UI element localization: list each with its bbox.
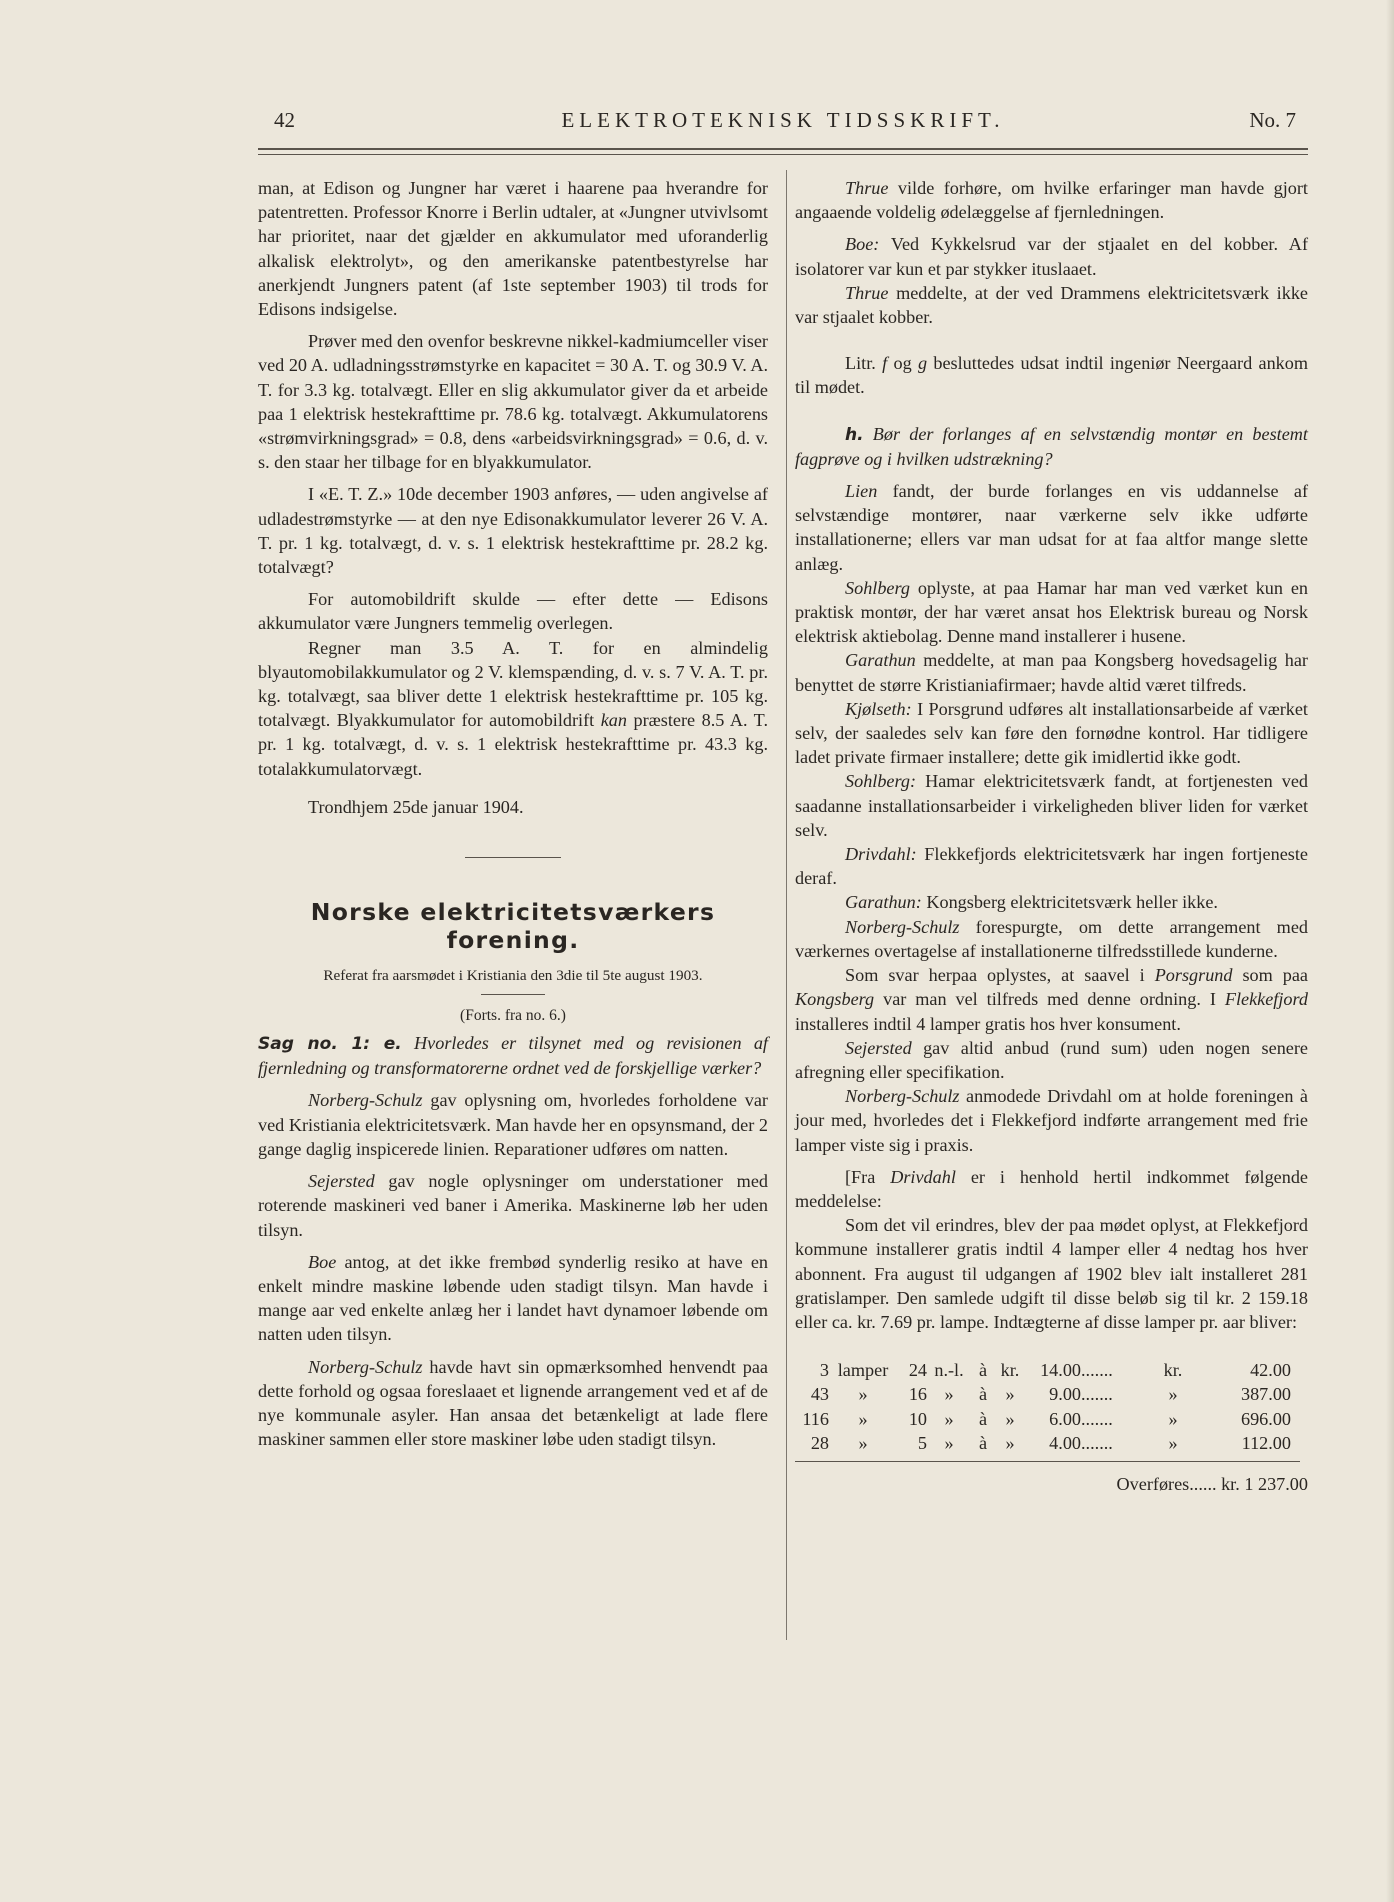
left-column <box>258 176 768 1451</box>
table-cell-kr: » <box>1005 1384 1015 1405</box>
item-letter: f <box>882 353 888 374</box>
speaker-name: Garathun: <box>845 892 922 913</box>
table-cell-unit: » <box>858 1432 868 1453</box>
paragraph: man, at Edison og Jungner har været i haarene paa hverandre for patentretten. Professor Knorre i Berlin udtaler, at «Jungner utvivlsomt har prioritet, naar det gjælder en akkumulator med uforanderlig alkalisk elektrolyt», og den amerikanske patentbestyrelse har anerkjendt Jungners patent (af 1ste september 1903) til trods for Edisons indsigelse. <box>258 178 768 320</box>
text-run: fandt, der burde forlanges en vis uddannelse af selvstændige montører, naar værkerne selv ikke udførte installationerne; ellers var man udsat for at faa altfor mange slette anlæg. <box>795 481 1308 574</box>
paragraph <box>795 1084 1308 1157</box>
paragraph <box>258 1355 768 1452</box>
page-header <box>258 108 1308 144</box>
speaker-name: Garathun <box>845 650 916 671</box>
journal-title: ELEKTROTEKNISK TIDSSKRIFT. <box>561 108 1005 132</box>
table-cell-a: à <box>978 1408 988 1429</box>
agenda-question: Bør der forlanges af en selvstændig montør en bestemt fagprøve og i hvilken udstrækning? <box>795 423 1308 469</box>
text-run: gav altid anbud (rund sum) uden nogen senere afregning eller specifikation. <box>795 1037 1308 1082</box>
text-run: oplyste, at paa Hamar har man ved værket kun en praktisk montør, der har været ansat hos Elektrisk bureau og Norsk elektrisk aktiebolag. Denne mand installerer i husene. <box>795 577 1308 647</box>
text-run: Litr. <box>845 353 883 374</box>
paragraph <box>795 1036 1308 1084</box>
agenda-question: Hvorledes er tilsynet med og revisionen af fjernledning og transformatorerne ordnet ved de forskjellige værker? <box>258 1033 768 1079</box>
table-cell-price: 9.00 <box>1049 1384 1081 1405</box>
speaker-name: Norberg-Schulz <box>845 916 960 937</box>
referat-subtitle: Referat fra aarsmødet i Kristiania den 3die til 5te august 1903. <box>323 967 703 985</box>
page-number: 42 <box>274 108 295 132</box>
table-cell-unit: » <box>858 1384 868 1405</box>
table-cell-qty: 16 <box>908 1384 927 1405</box>
speaker-name: Sohlberg: <box>845 771 917 792</box>
text-run: [Fra <box>845 1166 891 1187</box>
speaker-name: Norberg-Schulz <box>845 1086 960 1107</box>
speaker-name: Kjølseth: <box>845 698 912 719</box>
speaker-name: Thrue <box>845 178 889 198</box>
header-rule <box>258 148 1308 155</box>
table-cell-count: 43 <box>810 1384 829 1405</box>
text-run: vilde forhøre, om hvilke erfaringer man havde gjort angaaende voldelig ødelæggelse af fjernledningen. <box>795 178 1308 223</box>
table-cell-total-cur: kr. <box>1163 1360 1183 1381</box>
table-cell-unit: » <box>858 1408 868 1429</box>
table-cell-total: 387.00 <box>1240 1384 1291 1405</box>
short-separator <box>481 994 545 995</box>
text-run: havde havt sin opmærksomhed henvendt paa dette forhold og ogsaa foreslaaet et lignende arrangement ved et af de nye kommunale asyler. Han ansaa det betænkeligt at lade flere maskiner sammen eller store maskiner løbe uden stadigt tilsyn. <box>258 1356 768 1450</box>
speaker-name: Thrue <box>845 282 889 303</box>
text-run: Regner man 3.5 A. T. for en almindelig blyautomobilakkumulator og 2 V. klemspænding, d. v. s. 7 V. A. T. pr. kg. totalvægt, saa bliver dette 1 elektrisk hestekrafttime pr. 105 kg. totalvægt. Blyakkumulator for automobildrift <box>258 637 768 731</box>
section-title <box>258 898 768 954</box>
paragraph <box>795 648 1308 696</box>
paragraph <box>795 176 1308 224</box>
speaker-name: Sejersted <box>845 1037 912 1058</box>
paragraph <box>795 1165 1308 1213</box>
speaker-name: Norberg-Schulz <box>308 1356 423 1377</box>
speaker-name: Drivdahl <box>890 1166 956 1187</box>
agenda-item <box>795 422 1308 471</box>
paragraph <box>258 1169 768 1242</box>
issue-number: No. 7 <box>1249 108 1296 132</box>
paragraph <box>795 769 1308 842</box>
text-run: er i henhold hertil indkommet følgende meddelelse: <box>795 1166 1308 1211</box>
speaker-name: Lien <box>845 481 878 502</box>
text-run: Ved Kykkelsrud var der stjaalet en del kobber. Af isolatorer var kun et par stykker ituslaaet. <box>795 234 1308 279</box>
speaker-name: Drivdahl: <box>845 844 917 865</box>
text-run: forespurgte, om dette arrangement med værkernes overtagelse af installationerne tilfredsstillede kunderne. <box>795 916 1308 961</box>
table-cell-total-cur: » <box>1168 1384 1178 1405</box>
section-separator <box>465 857 561 858</box>
text-run: installeres indtil 4 lamper gratis hos hver konsument. <box>795 1013 1181 1034</box>
table-cell-qty: 24 <box>908 1360 927 1381</box>
paragraph <box>258 1088 768 1161</box>
section-title-line: forening. <box>446 926 580 955</box>
place-name: Flekkefjord <box>1224 989 1308 1010</box>
table-cell-price: 6.00 <box>1049 1408 1081 1429</box>
paragraph <box>795 697 1308 770</box>
paragraph <box>795 915 1308 963</box>
text-run: gav nogle oplysninger om understationer med roterende maskineri ved baner i Amerika. Maskinerne løb her uden tilsyn. <box>258 1171 768 1240</box>
table-cell-kr: kr. <box>1000 1360 1020 1381</box>
paragraph: For automobildrift skulde — efter dette — Edisons akkumulator være Jungners temmelig overlegen. <box>258 589 768 634</box>
paragraph: Prøver med den ovenfor beskrevne nikkel-kadmiumceller viser ved 20 A. udladningsstrømstyrke en kapacitet = 30 A. T. og 30.9 V. A. T. for 3.3 kg. totalvægt. Eller en slig akkumulator giver da et arbeide paa 1 elektrisk hestekrafttime pr. 78.6 kg. totalvægt. Akkumulatorens «strømvirkningsgrad» = 0.8, dens «arbeidsvirkningsgrad» = 0.6, d. v. s. den staar her tilbage for en blyakkumulator. <box>258 331 768 473</box>
table-cell-kr: » <box>1005 1408 1015 1429</box>
table-cell-total-cur: » <box>1168 1432 1178 1453</box>
column-divider <box>786 170 787 1640</box>
paragraph: Som det vil erindres, blev der paa mødet oplyst, at Flekkefjord kommune installerer gratis indtil 4 lamper eller 4 nedtag hos hver abonnent. Fra august til udgangen af 1902 blev ialt installeret 281 gratislamper. Den samlede udgift til disse beløb sig til kr. 2 159.18 eller ca. kr. 7.69 pr. lampe. Indtægterne af disse lamper pr. aar bliver: <box>795 1215 1308 1332</box>
table-row <box>795 1382 1291 1406</box>
table-row <box>795 1407 1291 1431</box>
lamp-income-table <box>795 1358 1291 1455</box>
table-cell-price: 14.00 <box>1040 1360 1081 1381</box>
paragraph <box>795 351 1308 399</box>
table-cell-a: à <box>978 1384 988 1405</box>
paragraph <box>795 479 1308 576</box>
text-run: og <box>887 353 918 374</box>
place-name: Kongsberg <box>795 989 875 1010</box>
item-letter: g <box>917 353 928 374</box>
paragraph <box>258 1250 768 1347</box>
table-row <box>795 1431 1291 1455</box>
table-cell-a: à <box>978 1432 988 1453</box>
table-cell-dots: ....... <box>1081 1360 1113 1381</box>
text-run: meddelte, at man paa Kongsberg hovedsagelig har benyttet de større Kristianiafirmaer; havde altid været tilfreds. <box>795 650 1308 695</box>
page-edge <box>1386 0 1394 1902</box>
text-run: I Porsgrund udføres alt installationsarbeide af værket selv, der saaledes selv kan føre den fornødne kontrol. Har tidligere ladet private firmaer installere; dette gik imidlertid ikke godt. <box>795 698 1308 768</box>
agenda-label: h. <box>845 424 864 445</box>
table-cell-count: 116 <box>802 1408 829 1429</box>
paragraph <box>795 281 1308 329</box>
table-cell-total: 696.00 <box>1240 1408 1291 1429</box>
text-run: Hamar elektricitetsværk fandt, at fortjenesten ved saadanne installationsarbeider i virkeligheden bliver liden for værket selv. <box>795 771 1308 840</box>
table-cell-qty-unit: » <box>944 1432 954 1453</box>
paragraph <box>795 576 1308 649</box>
paragraph <box>795 842 1308 890</box>
table-rule <box>795 1461 1300 1462</box>
table-cell-qty: 10 <box>908 1408 927 1429</box>
text-run: gav oplysning om, hvorledes forholdene var ved Kristiania elektricitetsværk. Man havde her en opsynsmand, der 2 gange daglig inspicerede linien. Reparationer udføres om natten. <box>258 1090 768 1159</box>
text-run: anmodede Drivdahl om at holde foreningen à jour med, hvorledes det i Flekkefjord indførte arrangement med frie lamper viste sig i praxis. <box>795 1086 1308 1155</box>
table-cell-dots: ....... <box>1081 1432 1113 1453</box>
table-cell-qty-unit: » <box>944 1408 954 1429</box>
paragraph <box>795 963 1308 1036</box>
speaker-name: Norberg-Schulz <box>308 1090 423 1111</box>
agenda-label: Sag no. 1: e. <box>258 1034 402 1055</box>
emphasis: kan <box>600 710 627 731</box>
speaker-name: Sohlberg <box>845 577 910 598</box>
text-run: Kongsberg elektricitetsværk heller ikke. <box>921 892 1218 913</box>
paragraph: I «E. T. Z.» 10de december 1903 anføres, — uden angivelse af udladestrømstyrke — at den nye Edisonakkumulator leverer 26 V. A. T. pr. 1 kg. totalvægt, d. v. s. 1 elektrisk hestekrafttime pr. 28.2 kg. totalvægt? <box>258 484 768 578</box>
table-cell-total: 42.00 <box>1250 1360 1291 1381</box>
text-run: som paa <box>1232 965 1308 986</box>
table-cell-dots: ....... <box>1081 1408 1113 1429</box>
table-cell-kr: » <box>1005 1432 1015 1453</box>
speaker-name: Boe <box>308 1251 337 1272</box>
table-row <box>795 1358 1291 1382</box>
continued-note: (Forts. fra no. 6.) <box>460 1007 566 1025</box>
table-cell-qty: 5 <box>917 1432 927 1453</box>
table-cell-total-cur: » <box>1168 1408 1178 1429</box>
table-cell-count: 28 <box>810 1432 829 1453</box>
table-cell-a: à <box>978 1360 988 1381</box>
table-cell-total: 112.00 <box>1241 1432 1291 1453</box>
text-run: Som svar herpaa oplystes, at saavel i <box>845 965 1155 986</box>
text-run: antog, at det ikke frembød synderlig resiko at have en enkelt mindre maskine løbende uden stadigt tilsyn. Man havde i mange aar ved enkelte anlæg her i landet havt dynamoer løbende om natten uden tilsyn. <box>258 1251 768 1345</box>
table-cell-price: 4.00 <box>1049 1432 1081 1453</box>
table-cell-unit: lamper <box>837 1360 889 1381</box>
paragraph <box>795 232 1308 280</box>
section-title-line: Norske elektricitetsværkers <box>310 898 716 927</box>
speaker-name: Sejersted <box>308 1171 375 1192</box>
place-name: Porsgrund <box>1154 965 1233 986</box>
table-cell-qty-unit: n.-l. <box>934 1360 964 1381</box>
signature-line: Trondhjem 25de januar 1904. <box>308 796 524 817</box>
paragraph <box>795 890 1308 914</box>
text-run: meddelte, at der ved Drammens elektricitetsværk ikke var stjaalet kobber. <box>795 282 1308 328</box>
text-run: besluttedes udsat indtil ingeniør Neergaard ankom til mødet. <box>795 353 1308 398</box>
table-cell-qty-unit: » <box>944 1384 954 1405</box>
agenda-item <box>258 1031 768 1080</box>
speaker-name: Boe: <box>845 234 880 255</box>
text-run: Flekkefjords elektricitetsværk har ingen fortjeneste deraf. <box>795 844 1308 889</box>
text-run: præstere 8.5 A. T. pr. 1 kg. totalvægt, d. v. s. 1 elektrisk hestekrafttime pr. 43.3 kg. totalakkumulatorvægt. <box>258 710 768 779</box>
carried-forward-total: Overføres...... kr. 1 237.00 <box>1116 1473 1308 1494</box>
paragraph <box>258 636 768 781</box>
table-cell-count: 3 <box>819 1360 829 1381</box>
text-run: var man vel tilfreds med denne ordning. I <box>874 989 1225 1010</box>
right-column <box>795 176 1308 1496</box>
table-cell-dots: ....... <box>1081 1384 1113 1405</box>
